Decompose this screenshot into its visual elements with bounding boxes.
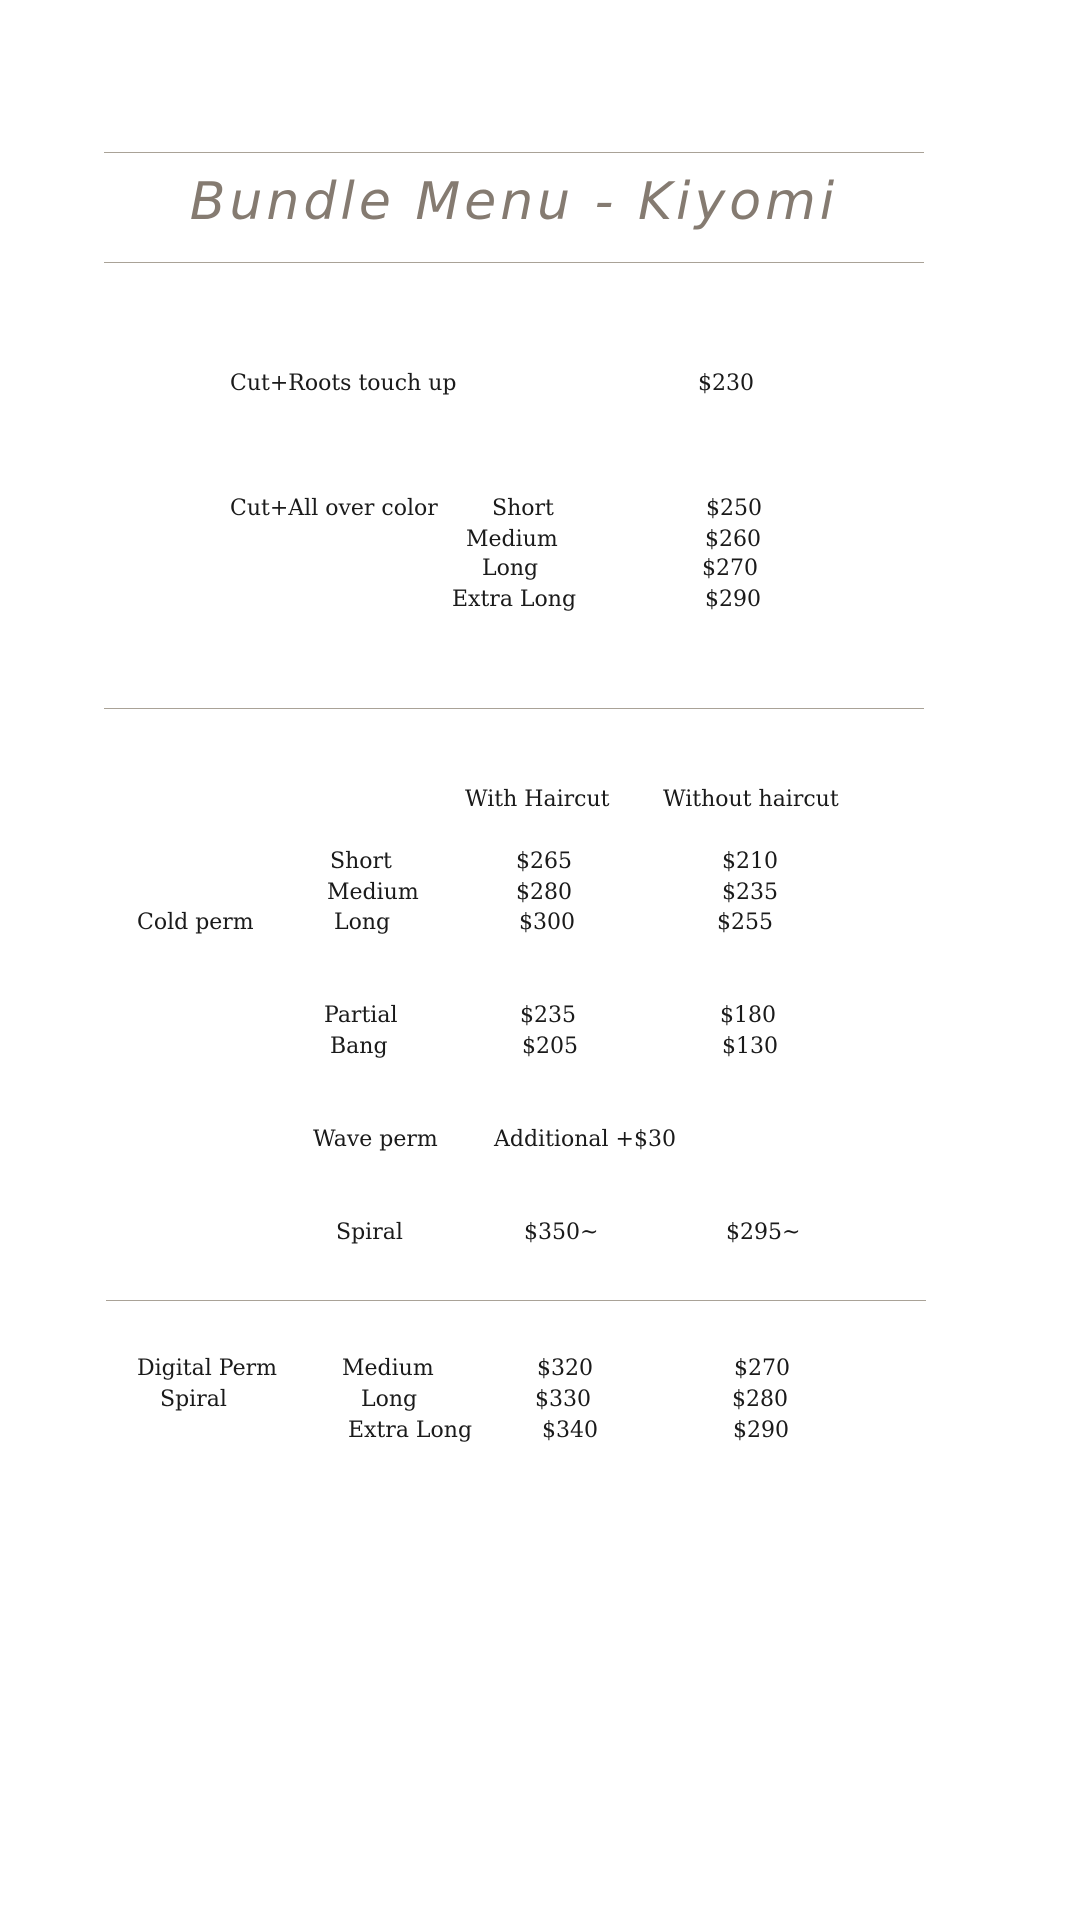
digital-without-medium: $270 — [734, 1356, 790, 1381]
digital-without-long: $280 — [732, 1387, 788, 1412]
allover-price-extralong: $290 — [705, 587, 761, 612]
spiral-with: $350~ — [524, 1220, 599, 1245]
title-bottom-rule — [104, 262, 924, 263]
spiral-without: $295~ — [726, 1220, 801, 1245]
digital-with-extralong: $340 — [542, 1418, 598, 1443]
digital-size-extralong: Extra Long — [348, 1418, 473, 1443]
perm-with-bang: $205 — [522, 1034, 578, 1059]
cold-perm-label: Cold perm — [137, 910, 254, 935]
perm-without-medium: $235 — [722, 880, 778, 905]
allover-price-long: $270 — [702, 556, 758, 581]
perm-with-short: $265 — [516, 849, 572, 874]
allover-label: Cut+All over color — [230, 496, 438, 521]
wave-perm-label: Wave perm — [313, 1127, 438, 1152]
header-without-haircut: Without haircut — [663, 787, 839, 812]
allover-size-long: Long — [482, 556, 539, 581]
perm-without-partial: $180 — [720, 1003, 776, 1028]
perm-size-short: Short — [330, 849, 392, 874]
allover-size-short: Short — [492, 496, 554, 521]
perm-size-long: Long — [334, 910, 391, 935]
digital-without-extralong: $290 — [733, 1418, 789, 1443]
roots-price: $230 — [698, 371, 754, 396]
roots-label: Cut+Roots touch up — [230, 371, 457, 396]
wave-perm-note: Additional +$30 — [494, 1127, 676, 1152]
perm-without-bang: $130 — [722, 1034, 778, 1059]
section-rule-1 — [104, 708, 924, 709]
perm-without-short: $210 — [722, 849, 778, 874]
header-with-haircut: With Haircut — [465, 787, 610, 812]
digital-label-line1: Digital Perm — [137, 1356, 277, 1381]
digital-with-medium: $320 — [537, 1356, 593, 1381]
perm-size-bang: Bang — [330, 1034, 388, 1059]
allover-size-medium: Medium — [466, 527, 558, 552]
top-rule — [104, 152, 924, 153]
section-rule-2 — [106, 1300, 926, 1301]
page-title: Bundle Menu - Kiyomi — [189, 172, 839, 232]
perm-with-long: $300 — [519, 910, 575, 935]
perm-size-medium: Medium — [327, 880, 419, 905]
digital-with-long: $330 — [535, 1387, 591, 1412]
allover-size-extralong: Extra Long — [452, 587, 577, 612]
perm-without-long: $255 — [717, 910, 773, 935]
spiral-label: Spiral — [336, 1220, 403, 1245]
digital-size-medium: Medium — [342, 1356, 434, 1381]
perm-size-partial: Partial — [324, 1003, 398, 1028]
perm-with-medium: $280 — [516, 880, 572, 905]
digital-size-long: Long — [361, 1387, 418, 1412]
allover-price-medium: $260 — [705, 527, 761, 552]
allover-price-short: $250 — [706, 496, 762, 521]
perm-with-partial: $235 — [520, 1003, 576, 1028]
digital-label-line2: Spiral — [160, 1387, 227, 1412]
